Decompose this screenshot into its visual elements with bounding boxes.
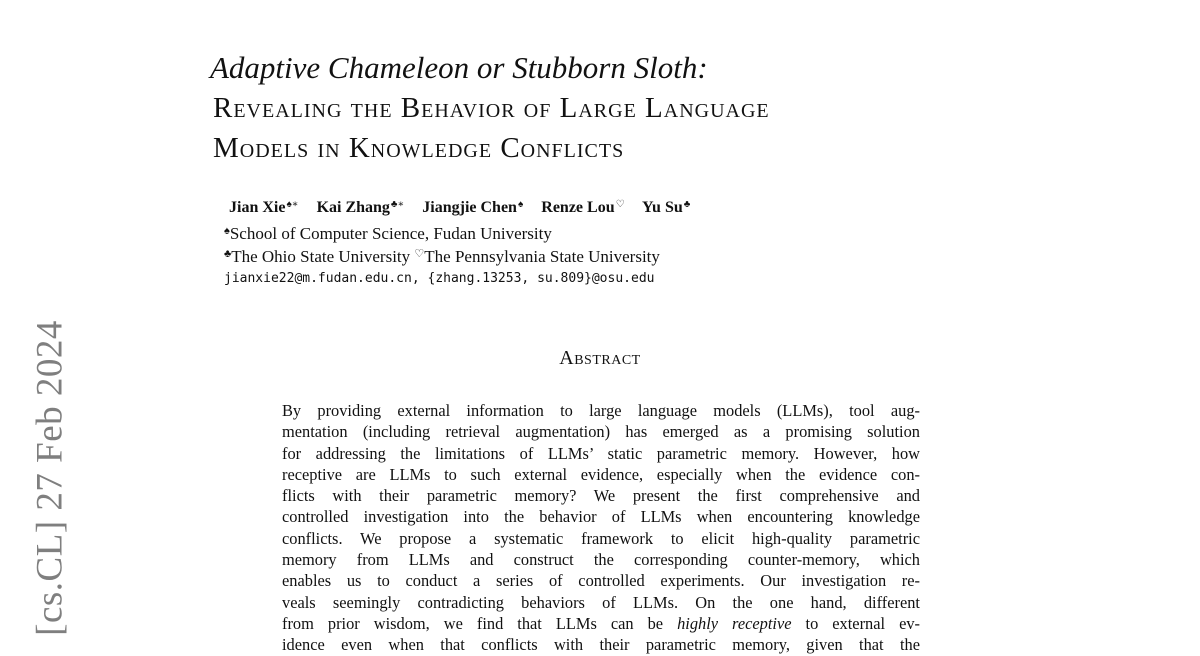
affiliation-text: The Pennsylvania State University bbox=[424, 247, 660, 266]
author-kai-zhang bbox=[317, 199, 405, 216]
author-name: Kai Zhang bbox=[316, 199, 390, 216]
title-line-2: Revealing the Behavior of Large Language bbox=[213, 92, 770, 124]
abstract-line-emphasis bbox=[282, 613, 920, 634]
abstract-line: mentation (including retrieval augmentation) has emerged as a promising solution bbox=[282, 422, 920, 442]
title-line-3: Models in Knowledge Conflicts bbox=[213, 132, 625, 164]
author-name: Jian Xie bbox=[229, 199, 286, 216]
author-marks: ♠ bbox=[517, 199, 524, 210]
affiliation-text: School of Computer Science, Fudan University bbox=[229, 224, 552, 243]
author-list bbox=[229, 199, 704, 217]
author-name: Renze Lou bbox=[541, 199, 615, 216]
affiliation-mark: ♠ bbox=[224, 225, 230, 237]
abstract-line: flicts with their parametric memory? We present the first comprehensive and bbox=[282, 486, 920, 506]
author-name: Yu Su bbox=[641, 199, 683, 216]
author-emails: jianxie22@m.fudan.edu.cn, {zhang.13253, su.809}@osu.edu bbox=[224, 271, 655, 286]
author-renze-lou bbox=[541, 199, 624, 216]
author-marks: ♣∗ bbox=[390, 199, 405, 210]
abstract-text: to external ev- bbox=[791, 613, 920, 633]
author-name: Jiangjie Chen bbox=[422, 199, 517, 216]
affiliation-fudan bbox=[224, 224, 552, 244]
paper-title bbox=[210, 48, 1110, 168]
affiliation-text: The Ohio State University bbox=[231, 247, 415, 266]
abstract-line: By providing external information to large language models (LLMs), tool aug- bbox=[282, 401, 920, 420]
author-yu-su bbox=[642, 199, 690, 216]
abstract-emphasis: highly receptive bbox=[677, 613, 792, 633]
abstract-line: enables us to conduct a series of controlled experiments. Our investigation re- bbox=[282, 571, 920, 591]
abstract-text: from prior wisdom, we find that LLMs can be bbox=[282, 613, 678, 633]
abstract-line: receptive are LLMs to such external evidence, especially when the evidence con- bbox=[282, 464, 920, 484]
author-jian-xie bbox=[229, 199, 299, 216]
abstract-line: conflicts. We propose a systematic framework to elicit high-quality parametric bbox=[282, 528, 920, 548]
author-jiangjie-chen bbox=[422, 199, 523, 216]
abstract-body bbox=[282, 400, 920, 656]
abstract-line: veals seemingly contradicting behaviors of LLMs. On the one hand, different bbox=[282, 592, 920, 612]
abstract-heading: Abstract bbox=[559, 347, 641, 369]
abstract-line: for addressing the limitations of LLMs’ static parametric memory. However, how bbox=[282, 443, 920, 463]
author-marks: ♡ bbox=[615, 199, 625, 210]
abstract-line: memory from LLMs and construct the corresponding counter-memory, which bbox=[282, 550, 920, 570]
affiliation-mark: ♡ bbox=[414, 248, 425, 260]
title-line-1: Adaptive Chameleon or Stubborn Sloth: bbox=[210, 50, 708, 85]
author-marks: ♣ bbox=[683, 199, 691, 210]
affiliation-osu-psu bbox=[224, 247, 660, 267]
affiliation-mark: ♣ bbox=[224, 248, 232, 260]
author-marks: ♠∗ bbox=[286, 199, 299, 210]
arxiv-identifier-stamp: [cs.CL] 27 Feb 2024 bbox=[29, 320, 71, 636]
abstract-line: idence even when that conflicts with their parametric memory, given that the bbox=[282, 635, 920, 655]
abstract-line: controlled investigation into the behavior of LLMs when encountering knowledge bbox=[282, 507, 920, 527]
